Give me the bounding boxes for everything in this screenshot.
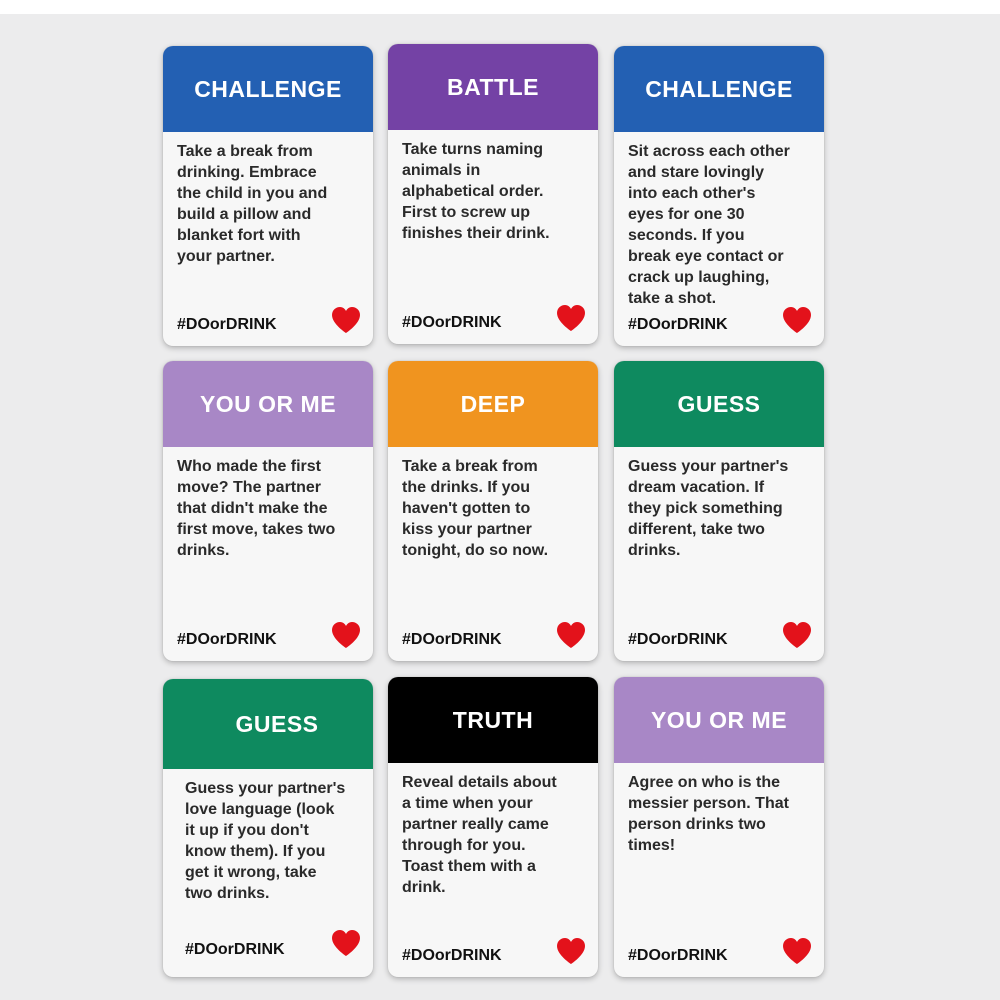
card-category: BATTLE [388,44,598,130]
heart-icon [782,306,812,334]
game-card[interactable] [614,46,824,346]
card-category: CHALLENGE [614,46,824,132]
card-hashtag: #DOorDRINK [402,314,502,331]
card-text: Guess your partner's love language (look it up if you don't know them). If you get it wrong, take two drinks. [185,780,346,902]
top-band [0,0,1000,14]
game-card[interactable] [388,44,598,344]
card-text: Take a break from the drinks. If you haven't gotten to kiss your partner tonight, do so now. [402,458,549,559]
card-category: TRUTH [388,677,598,763]
card-category: GUESS [614,361,824,447]
card-hashtag: #DOorDRINK [402,947,502,964]
heart-icon [556,937,586,965]
heart-icon [331,621,361,649]
heart-icon [782,621,812,649]
card-category: YOU OR ME [163,361,373,447]
heart-icon [782,937,812,965]
heart-icon [556,621,586,649]
card-text: Guess your partner's dream vacation. If they pick something different, take two drinks. [628,458,789,559]
game-card[interactable] [163,679,373,977]
card-category: CHALLENGE [163,46,373,132]
card-text: Take turns naming animals in alphabetical order. First to screw up finishes their drink. [402,141,550,242]
card-hashtag: #DOorDRINK [177,631,277,648]
card-category: YOU OR ME [614,677,824,763]
card-text: Who made the first move? The partner that didn't make the first move, takes two drinks. [177,458,336,559]
heart-icon [556,304,586,332]
game-card[interactable] [614,677,824,977]
card-hashtag: #DOorDRINK [402,631,502,648]
game-card[interactable] [614,361,824,661]
game-card[interactable] [388,677,598,977]
heart-icon [331,929,361,957]
card-category: DEEP [388,361,598,447]
card-hashtag: #DOorDRINK [185,941,285,958]
heart-icon [331,306,361,334]
card-hashtag: #DOorDRINK [628,631,728,648]
game-card[interactable] [163,361,373,661]
card-text: Agree on who is the messier person. That person drinks two times! [628,774,789,854]
card-category: GUESS [163,679,373,769]
card-hashtag: #DOorDRINK [628,316,728,333]
card-text: Sit across each other and stare lovingly into each other's eyes for one 30 seconds. If you break eye contact or crack up laughing, take a shot. [628,143,790,307]
card-text: Take a break from drinking. Embrace the child in you and build a pillow and blanket fort with your partner. [177,143,328,265]
game-card[interactable] [388,361,598,661]
card-hashtag: #DOorDRINK [177,316,277,333]
card-text: Reveal details about a time when your partner really came through for you. Toast them with a drink. [402,774,557,896]
card-hashtag: #DOorDRINK [628,947,728,964]
game-card[interactable] [163,46,373,346]
